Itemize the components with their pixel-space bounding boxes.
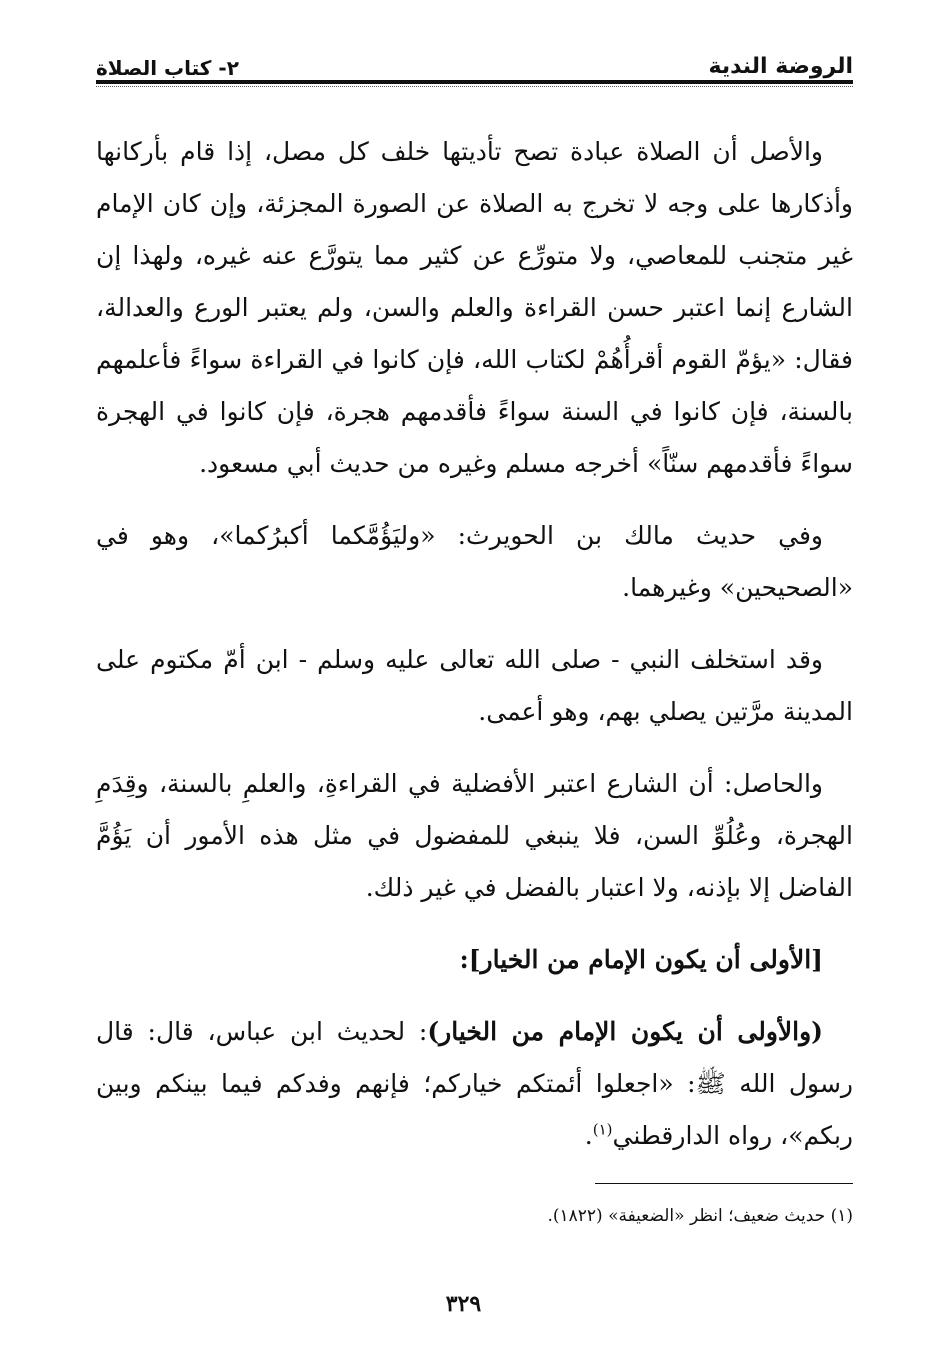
paragraph-principle: والأصل أن الصلاة عبادة تصح تأديتها خلف كل مصل، إذا قام بأركانها وأذكارها على وجه لا تخرج به الصلاة عن الصورة المجزئة، وإن كان الإمام غير متجنب للمعاصي، ولا متورِّع عن كثير مما يتورَّع عنه غيره، ولهذا إن الشارع إنما اعتبر حسن القراءة والعلم والسن، ولم يعتبر الورع والعدالة، فقال: «يؤمّ القوم أقرأُهُمْ لكتاب الله، فإن كانوا في القراءة سواءً فأعلمهم بالسنة، فإن كانوا في السنة سواءً فأقدمهم هجرة، فإن كانوا في الهجرة سواءً فأقدمهم سنّاً» أخرجه مسلم وغيره من حديث أبي مسعود. [96,137,853,478]
footnote-rule [595,1183,853,1184]
paragraph-text: : لحديث ابن عباس، قال: قال رسول الله ﷺ: «اجعلوا أئمتكم خياركم؛ فإنهم وفدكم فيما بينكم وبين ربكم»، رواه الدارقطني [96,1017,853,1150]
main-text [96,126,853,1162]
section-heading: [الأولى أن يكون الإمام من الخيار]: [459,945,823,974]
paragraph-conclusion: والحاصل: أن الشارع اعتبر الأفضلية في القراءةِ، والعلمِ بالسنة، وقِدَمِ الهجرة، وعُلُوِّ السن، فلا ينبغي للمفضول في مثل هذه الأمور أن يَؤُمَّ الفاضل إلا بإذنه، ولا اعتبار بالفضل في غير ذلك. [96,769,853,902]
header-rule [96,80,853,84]
chapter-title: ٢- كتاب الصلاة [96,56,239,80]
paragraph-best-imam [96,1006,853,1162]
footnote-reference[interactable]: (١) [592,1120,613,1139]
running-header [96,38,853,78]
paragraph-end: . [584,1121,593,1150]
paragraph-malik-hadith: وفي حديث مالك بن الحويرث: «وليَؤُمَّكما أكبرُكما»، وهو في «الصحيحين» وغيرهما. [96,521,853,602]
header-rule-dotted [96,86,853,87]
book-title: الروضة الندية [708,54,853,79]
page-number: ٣٢٩ [445,1291,482,1317]
footnote: (١) حديث ضعيف؛ انظر «الضعيفة» (١٨٢٢). [547,1206,853,1226]
bold-lead-text: (والأولى أن يكون الإمام من الخيار) [427,1017,823,1046]
paragraph-ibn-umm-maktum: وقد استخلف النبي - صلى الله تعالى عليه وسلم - ابن أمّ مكتوم على المدينة مرَّتين يصلي بهم، وهو أعمى. [96,645,853,726]
